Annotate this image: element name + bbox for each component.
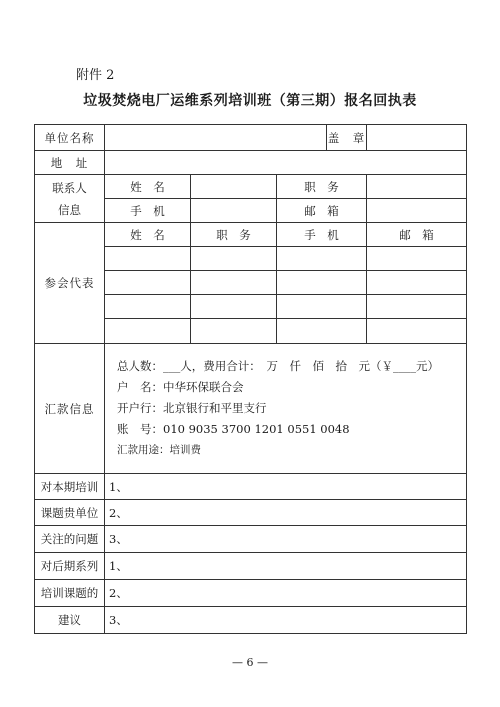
participant-position-field[interactable] (191, 295, 277, 319)
current-topic-row (35, 474, 467, 500)
contact-phone-field[interactable] (191, 199, 277, 223)
current-topic-item-1[interactable]: 1、 (105, 474, 467, 500)
contact-label (35, 175, 105, 223)
contact-email-label: 邮 箱 (277, 199, 367, 223)
address-label: 地 址 (35, 151, 105, 175)
contact-label-line2: 信息 (58, 202, 81, 217)
participants-header-phone: 手 机 (277, 223, 367, 247)
seal-label: 盖 章 (327, 125, 367, 151)
page-number: — 6 — (232, 656, 268, 669)
participant-phone-field[interactable] (277, 247, 367, 271)
contact-position-label: 职 务 (277, 175, 367, 199)
participant-name-field[interactable] (105, 319, 191, 344)
contact-phone-label: 手 机 (105, 199, 191, 223)
participant-name-field[interactable] (105, 247, 191, 271)
future-topic-item-2[interactable]: 2、 (105, 580, 467, 607)
unit-name-field[interactable] (105, 125, 327, 151)
participants-header-row (35, 223, 467, 247)
payment-bank: 开户行：北京银行和平里支行 (117, 401, 267, 415)
participant-email-field[interactable] (367, 295, 467, 319)
participant-position-field[interactable] (191, 271, 277, 295)
participants-header-email: 邮 箱 (367, 223, 467, 247)
contact-name-label: 姓 名 (105, 175, 191, 199)
participant-phone-field[interactable] (277, 319, 367, 344)
current-topic-item-2[interactable]: 2、 (105, 500, 467, 526)
address-field[interactable] (105, 151, 467, 175)
participant-phone-field[interactable] (277, 271, 367, 295)
form-title: 垃圾焚烧电厂运维系列培训班（第三期）报名回执表 (83, 93, 417, 109)
payment-total: 总人数：___人，费用合计： 万 仟 佰 拾 元（￥____元） (117, 359, 439, 373)
seal-field[interactable] (367, 125, 467, 151)
participant-position-field[interactable] (191, 319, 277, 344)
current-topics-label-line2: 课题贵单位 (35, 500, 105, 526)
participants-header-name: 姓 名 (105, 223, 191, 247)
participant-position-field[interactable] (191, 247, 277, 271)
unit-name-label: 单位名称 (35, 125, 105, 151)
future-topics-label-line2: 培训课题的 (35, 580, 105, 607)
payment-account-number: 账 号：010 9035 3700 1201 0551 0048 (117, 422, 350, 436)
contact-label-line1: 联系人 (52, 180, 87, 195)
address-row (35, 151, 467, 175)
current-topic-item-3[interactable]: 3、 (105, 526, 467, 553)
participant-name-field[interactable] (105, 271, 191, 295)
unit-row (35, 125, 467, 151)
participant-email-field[interactable] (367, 319, 467, 344)
future-topics-label-line1: 对后期系列 (35, 553, 105, 580)
current-topic-row (35, 526, 467, 553)
attachment-label: 附件 2 (76, 68, 115, 83)
current-topics-label-line3: 关注的问题 (35, 526, 105, 553)
future-topic-item-1[interactable]: 1、 (105, 553, 467, 580)
future-topic-item-3[interactable]: 3、 (105, 607, 467, 634)
future-topic-row (35, 553, 467, 580)
participants-header-position: 职 务 (191, 223, 277, 247)
registration-form-table (34, 124, 467, 634)
payment-label: 汇款信息 (35, 344, 105, 474)
payment-account-name: 户 名：中华环保联合会 (117, 380, 244, 394)
contact-row-1 (35, 175, 467, 199)
payment-details (105, 344, 467, 474)
future-topic-row (35, 607, 467, 634)
participant-phone-field[interactable] (277, 295, 367, 319)
participant-email-field[interactable] (367, 247, 467, 271)
participant-name-field[interactable] (105, 295, 191, 319)
payment-row (35, 344, 467, 474)
contact-position-field[interactable] (367, 175, 467, 199)
payment-purpose: 汇款用途：培训费 (117, 444, 201, 456)
participant-email-field[interactable] (367, 271, 467, 295)
contact-email-field[interactable] (367, 199, 467, 223)
current-topics-label-line1: 对本期培训 (35, 474, 105, 500)
future-topic-row (35, 580, 467, 607)
current-topic-row (35, 500, 467, 526)
participants-label: 参会代表 (35, 223, 105, 344)
future-topics-label-line3: 建议 (35, 607, 105, 634)
contact-name-field[interactable] (191, 175, 277, 199)
